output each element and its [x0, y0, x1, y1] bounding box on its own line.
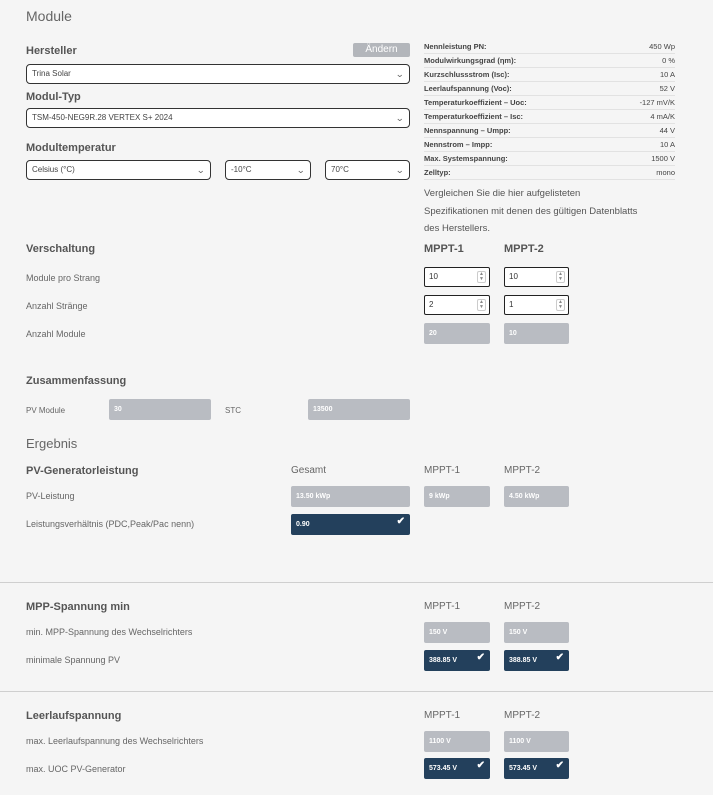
- check-icon: ✔: [476, 652, 485, 663]
- pv-power-label: PV-Leistung: [26, 491, 75, 501]
- pv-max-uoc-text: 573.45 V: [429, 765, 458, 772]
- module-type-select[interactable]: [26, 108, 410, 128]
- pv-power-total: 13.50 kWp: [291, 486, 410, 507]
- spec-row: [424, 124, 675, 138]
- mpp-mppt1-header: MPPT-1: [424, 601, 461, 612]
- pv-max-uoc-text: 573.45 V: [509, 765, 538, 772]
- spec-table: [424, 40, 675, 180]
- pv-module-label: PV Module: [26, 406, 66, 415]
- string-count-mppt1-input[interactable]: [424, 295, 490, 315]
- voc-mppt1-header: MPPT-1: [424, 710, 461, 721]
- spec-value: 4 mA/K: [650, 112, 675, 121]
- spec-value: mono: [656, 168, 675, 177]
- page-title: Module: [26, 8, 72, 24]
- stc-label: STC: [225, 406, 241, 415]
- spec-value: 44 V: [659, 126, 675, 135]
- module-count-mppt2-value: 10: [504, 323, 569, 344]
- inverter-min-mpp-mppt2: 150 V: [504, 622, 569, 643]
- spec-label: Modulwirkungsgrad (ηm):: [424, 56, 517, 65]
- spinner-arrows-icon[interactable]: ▲ ▼: [556, 271, 565, 283]
- spec-label: Zelltyp:: [424, 168, 451, 177]
- inverter-max-voc-label: max. Leerlaufspannung des Wechselrichters: [26, 736, 204, 746]
- input-value: 10: [429, 272, 438, 281]
- spec-value: 10 A: [659, 70, 675, 79]
- pv-max-uoc-mppt1: [424, 758, 490, 779]
- modules-per-string-mppt1-input[interactable]: [424, 267, 490, 287]
- wiring-mppt2-header: MPPT-2: [504, 243, 544, 255]
- spec-value: 0 %: [662, 56, 675, 65]
- power-ratio-text: 0.90: [296, 521, 310, 528]
- temperature-unit-value: Celsius (°C): [32, 165, 75, 174]
- temperature-max-select[interactable]: [325, 160, 410, 180]
- module-type-label: Modul-Typ: [26, 91, 81, 103]
- stc-value: 13500: [308, 399, 410, 420]
- spec-label: Kurzschlussstrom (Isc):: [424, 70, 510, 79]
- check-icon: ✔: [476, 760, 485, 771]
- spec-row: [424, 54, 675, 68]
- open-circuit-voltage-title: Leerlaufspannung: [26, 710, 122, 722]
- manufacturer-select[interactable]: [26, 64, 410, 84]
- spec-label: Nennleistung PN:: [424, 42, 487, 51]
- spinner-arrows-icon[interactable]: ▲ ▼: [477, 299, 486, 311]
- voc-mppt2-header: MPPT-2: [504, 710, 541, 721]
- mpp-voltage-title: MPP-Spannung min: [26, 601, 130, 613]
- temperature-unit-select[interactable]: [26, 160, 211, 180]
- section-divider: [0, 691, 713, 692]
- pv-generator-power-title: PV-Generatorleistung: [26, 465, 139, 477]
- module-temperature-label: Modultemperatur: [26, 142, 116, 154]
- spec-value: 450 Wp: [649, 42, 675, 51]
- pv-min-voltage-label: minimale Spannung PV: [26, 655, 121, 665]
- power-ratio-label: Leistungsverhältnis (PDC,Peak/Pac nenn): [26, 519, 195, 529]
- spec-note-line: Spezifikationen mit denen des gültigen Datenblatts: [424, 205, 638, 217]
- summary-title: Zusammenfassung: [26, 375, 127, 387]
- spec-value: 1500 V: [651, 154, 675, 163]
- wiring-title: Verschaltung: [26, 243, 96, 255]
- inverter-max-voc-mppt1: 1100 V: [424, 731, 490, 752]
- pv-module-value: 30: [109, 399, 211, 420]
- inverter-min-mpp-mppt1: 150 V: [424, 622, 490, 643]
- result-mppt2-header: MPPT-2: [504, 465, 541, 476]
- section-divider: [0, 582, 713, 583]
- spec-row: [424, 96, 675, 110]
- mpp-mppt2-header: MPPT-2: [504, 601, 541, 612]
- inverter-max-voc-mppt2: 1100 V: [504, 731, 569, 752]
- change-button[interactable]: Ändern: [353, 43, 410, 57]
- modules-per-string-label: Module pro Strang: [26, 273, 101, 283]
- wiring-mppt1-header: MPPT-1: [424, 243, 464, 255]
- spec-label: Max. Systemspannung:: [424, 154, 508, 163]
- pv-min-voltage-text: 388.85 V: [429, 657, 458, 664]
- string-count-label: Anzahl Stränge: [26, 301, 88, 311]
- spec-label: Nennspannung – Umpp:: [424, 126, 511, 135]
- spec-label: Temperaturkoeffizient – Isc:: [424, 112, 524, 121]
- string-count-mppt2-input[interactable]: [504, 295, 569, 315]
- temperature-max-value: 70°C: [331, 165, 349, 174]
- check-icon: ✔: [555, 652, 564, 663]
- input-value: 10: [509, 272, 518, 281]
- module-count-label: Anzahl Module: [26, 329, 86, 339]
- spec-label: Temperaturkoeffizient – Uoc:: [424, 98, 527, 107]
- chevron-down-icon: ⌄: [395, 165, 405, 175]
- spec-row: [424, 152, 675, 166]
- spec-label: Leerlaufspannung (Voc):: [424, 84, 512, 93]
- spec-label: Nennstrom – Impp:: [424, 140, 493, 149]
- input-value: 1: [509, 300, 514, 309]
- pv-min-voltage-mppt2: [504, 650, 569, 671]
- spec-row: [424, 82, 675, 96]
- spec-value: -127 mV/K: [639, 98, 675, 107]
- power-ratio-value: [291, 514, 410, 535]
- temperature-min-select[interactable]: [225, 160, 311, 180]
- chevron-down-icon: ⌄: [296, 165, 306, 175]
- manufacturer-label: Hersteller: [26, 45, 77, 57]
- pv-power-mppt1: 9 kWp: [424, 486, 490, 507]
- input-value: 2: [429, 300, 434, 309]
- check-icon: ✔: [555, 760, 564, 771]
- spec-note: [424, 185, 704, 238]
- pv-min-voltage-text: 388.85 V: [509, 657, 538, 664]
- manufacturer-value: Trina Solar: [32, 69, 71, 78]
- spec-row: [424, 68, 675, 82]
- chevron-down-icon: ⌄: [196, 165, 206, 175]
- module-type-value: TSM-450-NEG9R.28 VERTEX S+ 2024: [32, 113, 173, 122]
- result-total-header: Gesamt: [291, 465, 327, 476]
- spec-value: 52 V: [659, 84, 675, 93]
- temperature-min-value: -10°C: [231, 165, 252, 174]
- chevron-down-icon: ⌄: [395, 69, 405, 79]
- spec-row: [424, 110, 675, 124]
- result-title: Ergebnis: [26, 436, 78, 451]
- pv-max-uoc-label: max. UOC PV-Generator: [26, 764, 126, 774]
- spec-value: 10 A: [659, 140, 675, 149]
- module-count-mppt1-value: 20: [424, 323, 490, 344]
- result-mppt1-header: MPPT-1: [424, 465, 461, 476]
- spec-note-line: des Herstellers.: [424, 223, 490, 234]
- spinner-arrows-icon[interactable]: ▲ ▼: [477, 271, 486, 283]
- spec-row: [424, 138, 675, 152]
- pv-power-mppt2: 4.50 kWp: [504, 486, 569, 507]
- spec-row: [424, 40, 675, 54]
- check-icon: ✔: [396, 516, 405, 527]
- spec-row: [424, 166, 675, 180]
- pv-max-uoc-mppt2: [504, 758, 569, 779]
- inverter-min-mpp-label: min. MPP-Spannung des Wechselrichters: [26, 627, 193, 637]
- chevron-down-icon: ⌄: [395, 113, 405, 123]
- spinner-arrows-icon[interactable]: ▲ ▼: [556, 299, 565, 311]
- modules-per-string-mppt2-input[interactable]: [504, 267, 569, 287]
- pv-min-voltage-mppt1: [424, 650, 490, 671]
- spec-note-line: Vergleichen Sie die hier aufgelisteten: [424, 188, 581, 199]
